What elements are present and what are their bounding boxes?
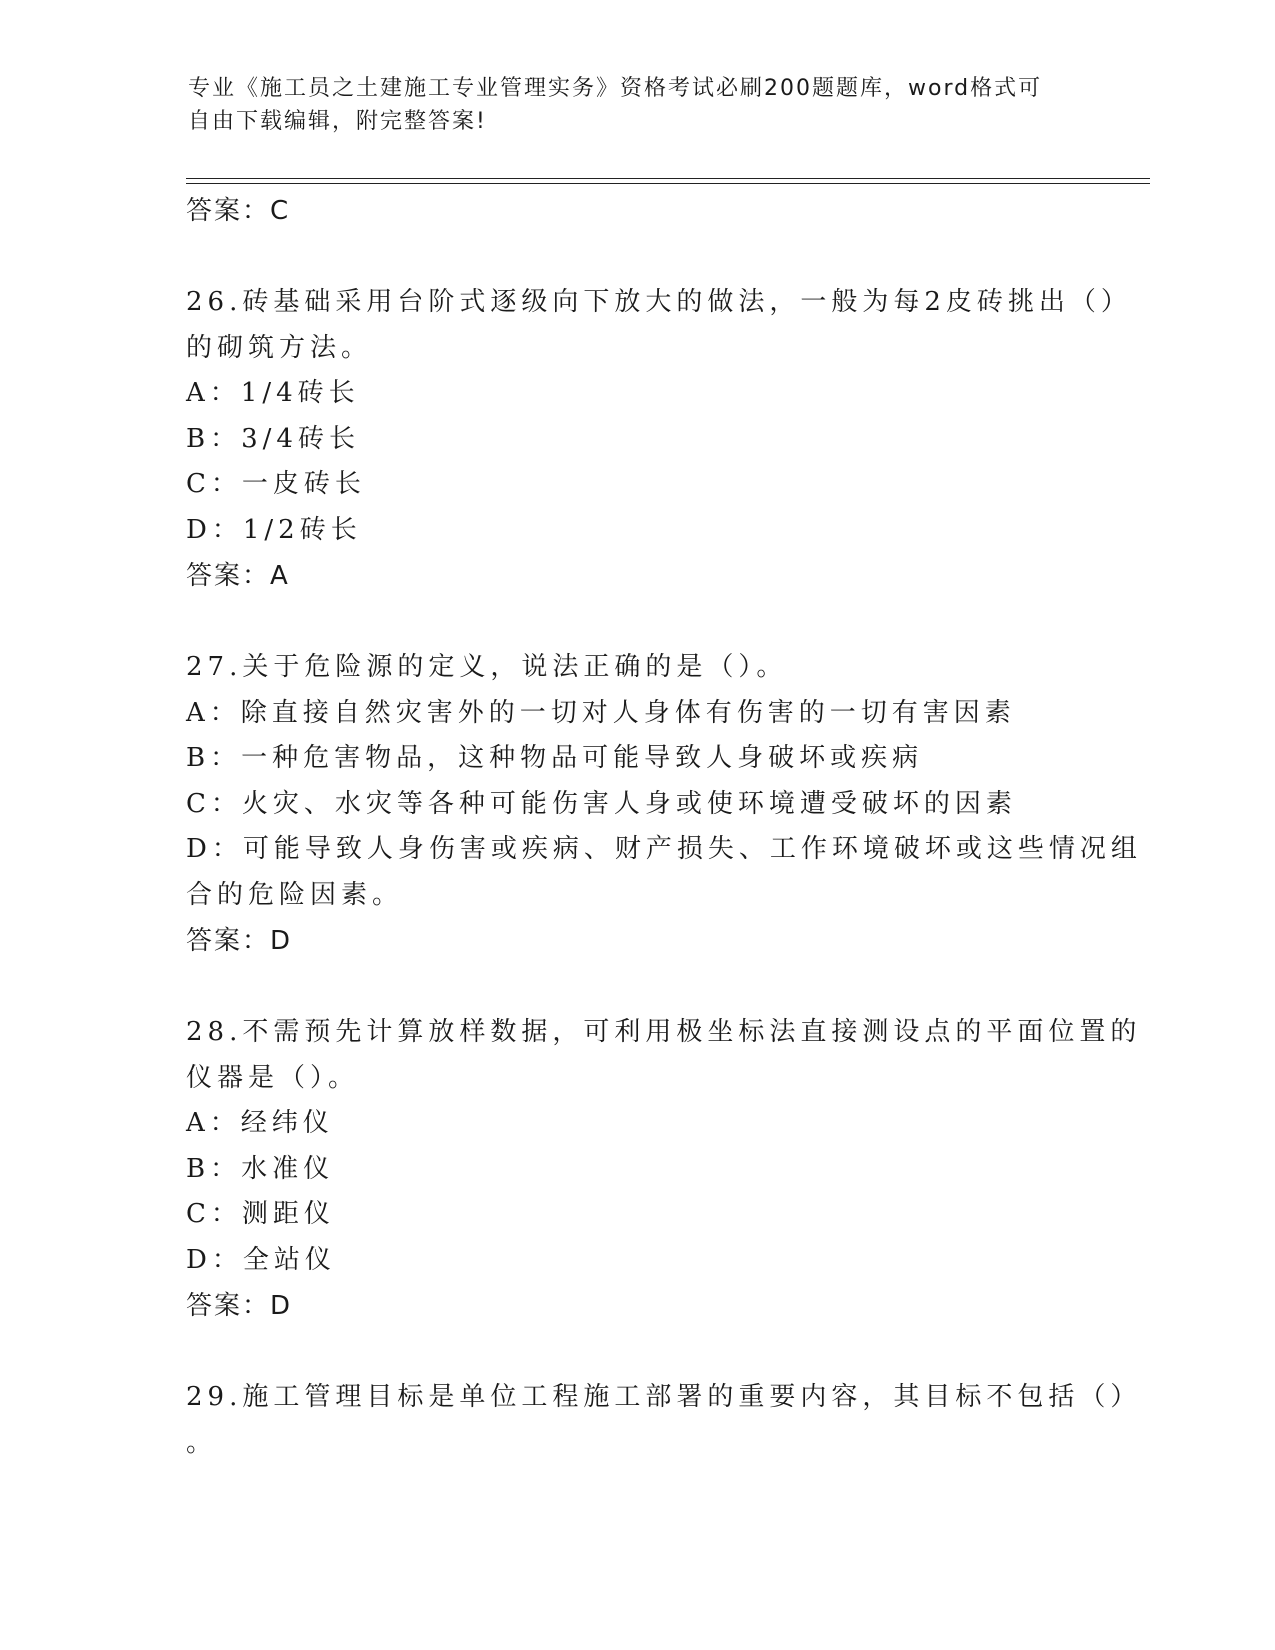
answer-value: C — [270, 196, 291, 226]
option-d: D：全站仪 — [186, 1244, 336, 1275]
option-b: B：水准仪 — [186, 1153, 335, 1184]
option-c: C：测距仪 — [186, 1199, 335, 1229]
question-list — [186, 188, 1142, 1466]
answer-label: 答案： — [186, 561, 271, 591]
question-29 — [186, 1375, 1142, 1466]
question-stem-line: 。 — [186, 1427, 218, 1458]
page-header — [188, 72, 1068, 138]
answer-value: A — [270, 561, 290, 591]
question-stem-line: 29.施工管理目标是单位工程施工部署的重要内容，其目标不包括（） — [186, 1382, 1142, 1412]
option-a: A：除直接自然灾害外的一切对人身体有伤害的一切有害因素 — [186, 697, 1016, 728]
answer-label: 答案： — [186, 926, 271, 956]
header-rule-bottom — [186, 183, 1150, 184]
option-b: B：一种危害物品，这种物品可能导致人身破坏或疾病 — [186, 743, 924, 773]
question-stem-line: 仪器是（）。 — [186, 1062, 360, 1093]
question-28 — [186, 1010, 1142, 1329]
option-d-continued: 合的危险因素。 — [186, 879, 404, 910]
option-c: C：火灾、水灾等各种可能伤害人身或使环境遭受破坏的因素 — [186, 788, 1017, 819]
header-line-1: 专业《施工员之土建施工专业管理实务》资格考试必刷200题题库，word格式可 — [188, 76, 1043, 101]
answer-label: 答案： — [186, 196, 271, 226]
answer-line — [186, 553, 1086, 599]
answer-label: 答案： — [186, 1291, 271, 1321]
option-a: A：1/4砖长 — [186, 378, 360, 408]
question-27 — [186, 645, 1142, 964]
option-d: D：可能导致人身伤害或疾病、财产损失、工作环境破坏或这些情况组 — [186, 834, 1142, 864]
answer-line — [186, 1283, 1086, 1329]
question-stem-line: 27.关于危险源的定义，说法正确的是（）。 — [186, 652, 788, 682]
answer-value: D — [270, 1291, 293, 1321]
question-26 — [186, 280, 1132, 599]
answer-line — [186, 188, 1086, 234]
question-stem-line: 26.砖基础采用台阶式逐级向下放大的做法，一般为每2皮砖挑出（） — [186, 287, 1132, 317]
header-rule-top — [186, 178, 1150, 179]
option-b: B：3/4砖长 — [186, 423, 360, 454]
question-stem-line: 的砌筑方法。 — [186, 332, 373, 363]
option-a: A：经纬仪 — [186, 1108, 334, 1138]
question-stem-line: 28.不需预先计算放样数据，可利用极坐标法直接测设点的平面位置的 — [186, 1017, 1142, 1047]
option-c: C：一皮砖长 — [186, 469, 366, 499]
answer-value: D — [270, 926, 293, 956]
header-line-2: 自由下载编辑，附完整答案! — [188, 109, 487, 134]
option-d: D：1/2砖长 — [186, 514, 362, 545]
answer-line — [186, 918, 1086, 964]
